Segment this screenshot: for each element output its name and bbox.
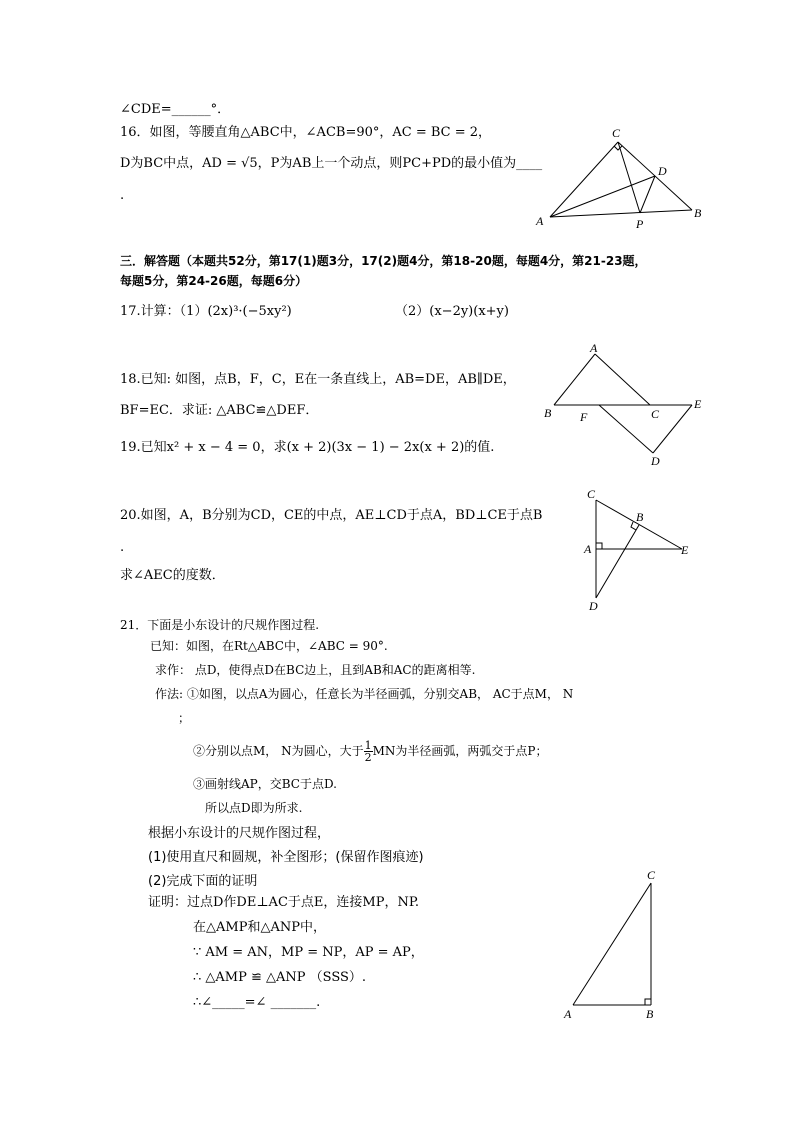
label-C: C xyxy=(587,487,596,501)
q20-line3: 求∠AEC的度数． xyxy=(120,568,225,583)
edge-AC xyxy=(550,142,618,217)
q21-proof3: ∵ AM = AN，MP = NP，AP = AP， xyxy=(193,945,424,960)
q20-line1: 20.如图，A，B分别为CD，CE的中点，AE⊥CD于点A，BD⊥CE于点B xyxy=(120,508,543,523)
label-A: A xyxy=(564,1007,572,1021)
label-C: C xyxy=(647,868,656,882)
label-P: P xyxy=(636,217,644,231)
label-D: D xyxy=(651,454,660,468)
q20-line2: . xyxy=(120,540,125,555)
fraction-one-half xyxy=(364,740,373,763)
q21-step2-post: MN为半径画弧，两弧交于点P； xyxy=(372,744,548,758)
q21-line1: 21．下面是小东设计的尺规作图过程. xyxy=(120,618,320,632)
q21-result: 所以点D即为所求. xyxy=(205,801,303,815)
label-B: B xyxy=(544,406,552,420)
q17-part1: 17.计算：（1）(2x)³·(−5xy²) xyxy=(120,304,292,319)
q18-line1: 18.已知: 如图，点B，F，C，E在一条直线上，AB=DE，AB∥DE， xyxy=(120,372,516,387)
label-B: B xyxy=(694,206,702,220)
q21-step2-pre: ②分别以点M， N为圆心，大于 xyxy=(193,744,364,758)
q21-para1: 根据小东设计的尺规作图过程， xyxy=(148,826,331,841)
q21-para2: (1)使用直尺和圆规，补全图形；(保留作图痕迹) xyxy=(148,850,424,865)
label-B: B xyxy=(646,1007,654,1021)
label-B: B xyxy=(636,510,644,524)
label-F: F xyxy=(580,410,588,424)
q21-step1: 作法: ①如图，以点A为圆心，任意长为半径画弧，分别交AB， AC于点M， N xyxy=(155,687,574,701)
q20-figure xyxy=(580,485,695,615)
q21-proof1: 证明：过点D作DE⊥AC于点E，连接MP，NP. xyxy=(148,895,420,910)
q18-figure xyxy=(540,340,715,470)
segment-DB xyxy=(596,525,639,598)
label-E: E xyxy=(681,543,689,557)
segment-PD xyxy=(640,176,655,213)
q21-task: 求作： 点D，使得点D在BC边上，且到AB和AC的距离相等. xyxy=(155,663,476,677)
q21-step2 xyxy=(193,737,547,765)
q21-known: 已知：如图，在Rt△ABC中，∠ABC = 90°. xyxy=(150,639,388,653)
q21-proof5: ∴∠_____=∠ _______. xyxy=(193,995,321,1010)
right-angle-mark-B xyxy=(645,999,651,1005)
label-E: E xyxy=(694,397,702,411)
fraction-denominator: 2 xyxy=(364,751,372,764)
q16-line1: 16．如图，等腰直角△ABC中，∠ACB=90°，AC = BC = 2， xyxy=(120,125,492,140)
section3-heading-line1: 三．解答题（本题共52分，第17(1)题3分，17(2)题4分，第18-20题，每题4分，第21-23题， xyxy=(120,254,647,268)
edge-DF xyxy=(599,405,653,453)
q21-proof2: 在△AMP和△ANP中， xyxy=(193,920,326,935)
edge-AC xyxy=(595,354,650,405)
q21-para3: (2)完成下面的证明 xyxy=(148,874,258,889)
q16-line2: D为BC中点，AD = √5，P为AB上一个动点，则PC+PD的最小值为____ xyxy=(120,156,543,171)
q18-line2: BF=EC．求证: △ABC≌△DEF． xyxy=(120,403,319,418)
right-angle-mark-A xyxy=(596,543,602,549)
q16-triangle-figure xyxy=(530,122,710,232)
edge-AB xyxy=(550,210,692,217)
segment-CE xyxy=(596,500,682,549)
label-C: C xyxy=(651,407,660,421)
q16-line3: . xyxy=(120,188,125,203)
q15-answer-line: ∠CDE=______°． xyxy=(120,102,231,117)
section3-heading-line2: 每题5分，第24-26题，每题6分） xyxy=(120,274,308,288)
label-A: A xyxy=(590,341,598,355)
label-A: A xyxy=(584,542,592,556)
q21-proof4: ∴ △AMP ≌ △ANP （SSS）. xyxy=(193,970,367,985)
q21-step3: ③画射线AP，交BC于点D. xyxy=(193,777,337,791)
q19-line1: 19.已知x² + x − 4 = 0，求(x + 2)(3x − 1) − 2x(x + 2)的值. xyxy=(120,440,495,455)
label-A: A xyxy=(536,214,544,228)
label-D: D xyxy=(589,599,598,613)
edge-AC xyxy=(573,883,651,1005)
q21-step1b: ； xyxy=(178,711,191,725)
label-D: D xyxy=(658,164,667,178)
edge-BA xyxy=(554,354,595,405)
fraction-numerator: 1 xyxy=(364,739,372,752)
q21-figure xyxy=(560,865,670,1025)
label-C: C xyxy=(612,126,621,140)
q17-part2: （2）(x−2y)(x+y) xyxy=(395,304,509,319)
